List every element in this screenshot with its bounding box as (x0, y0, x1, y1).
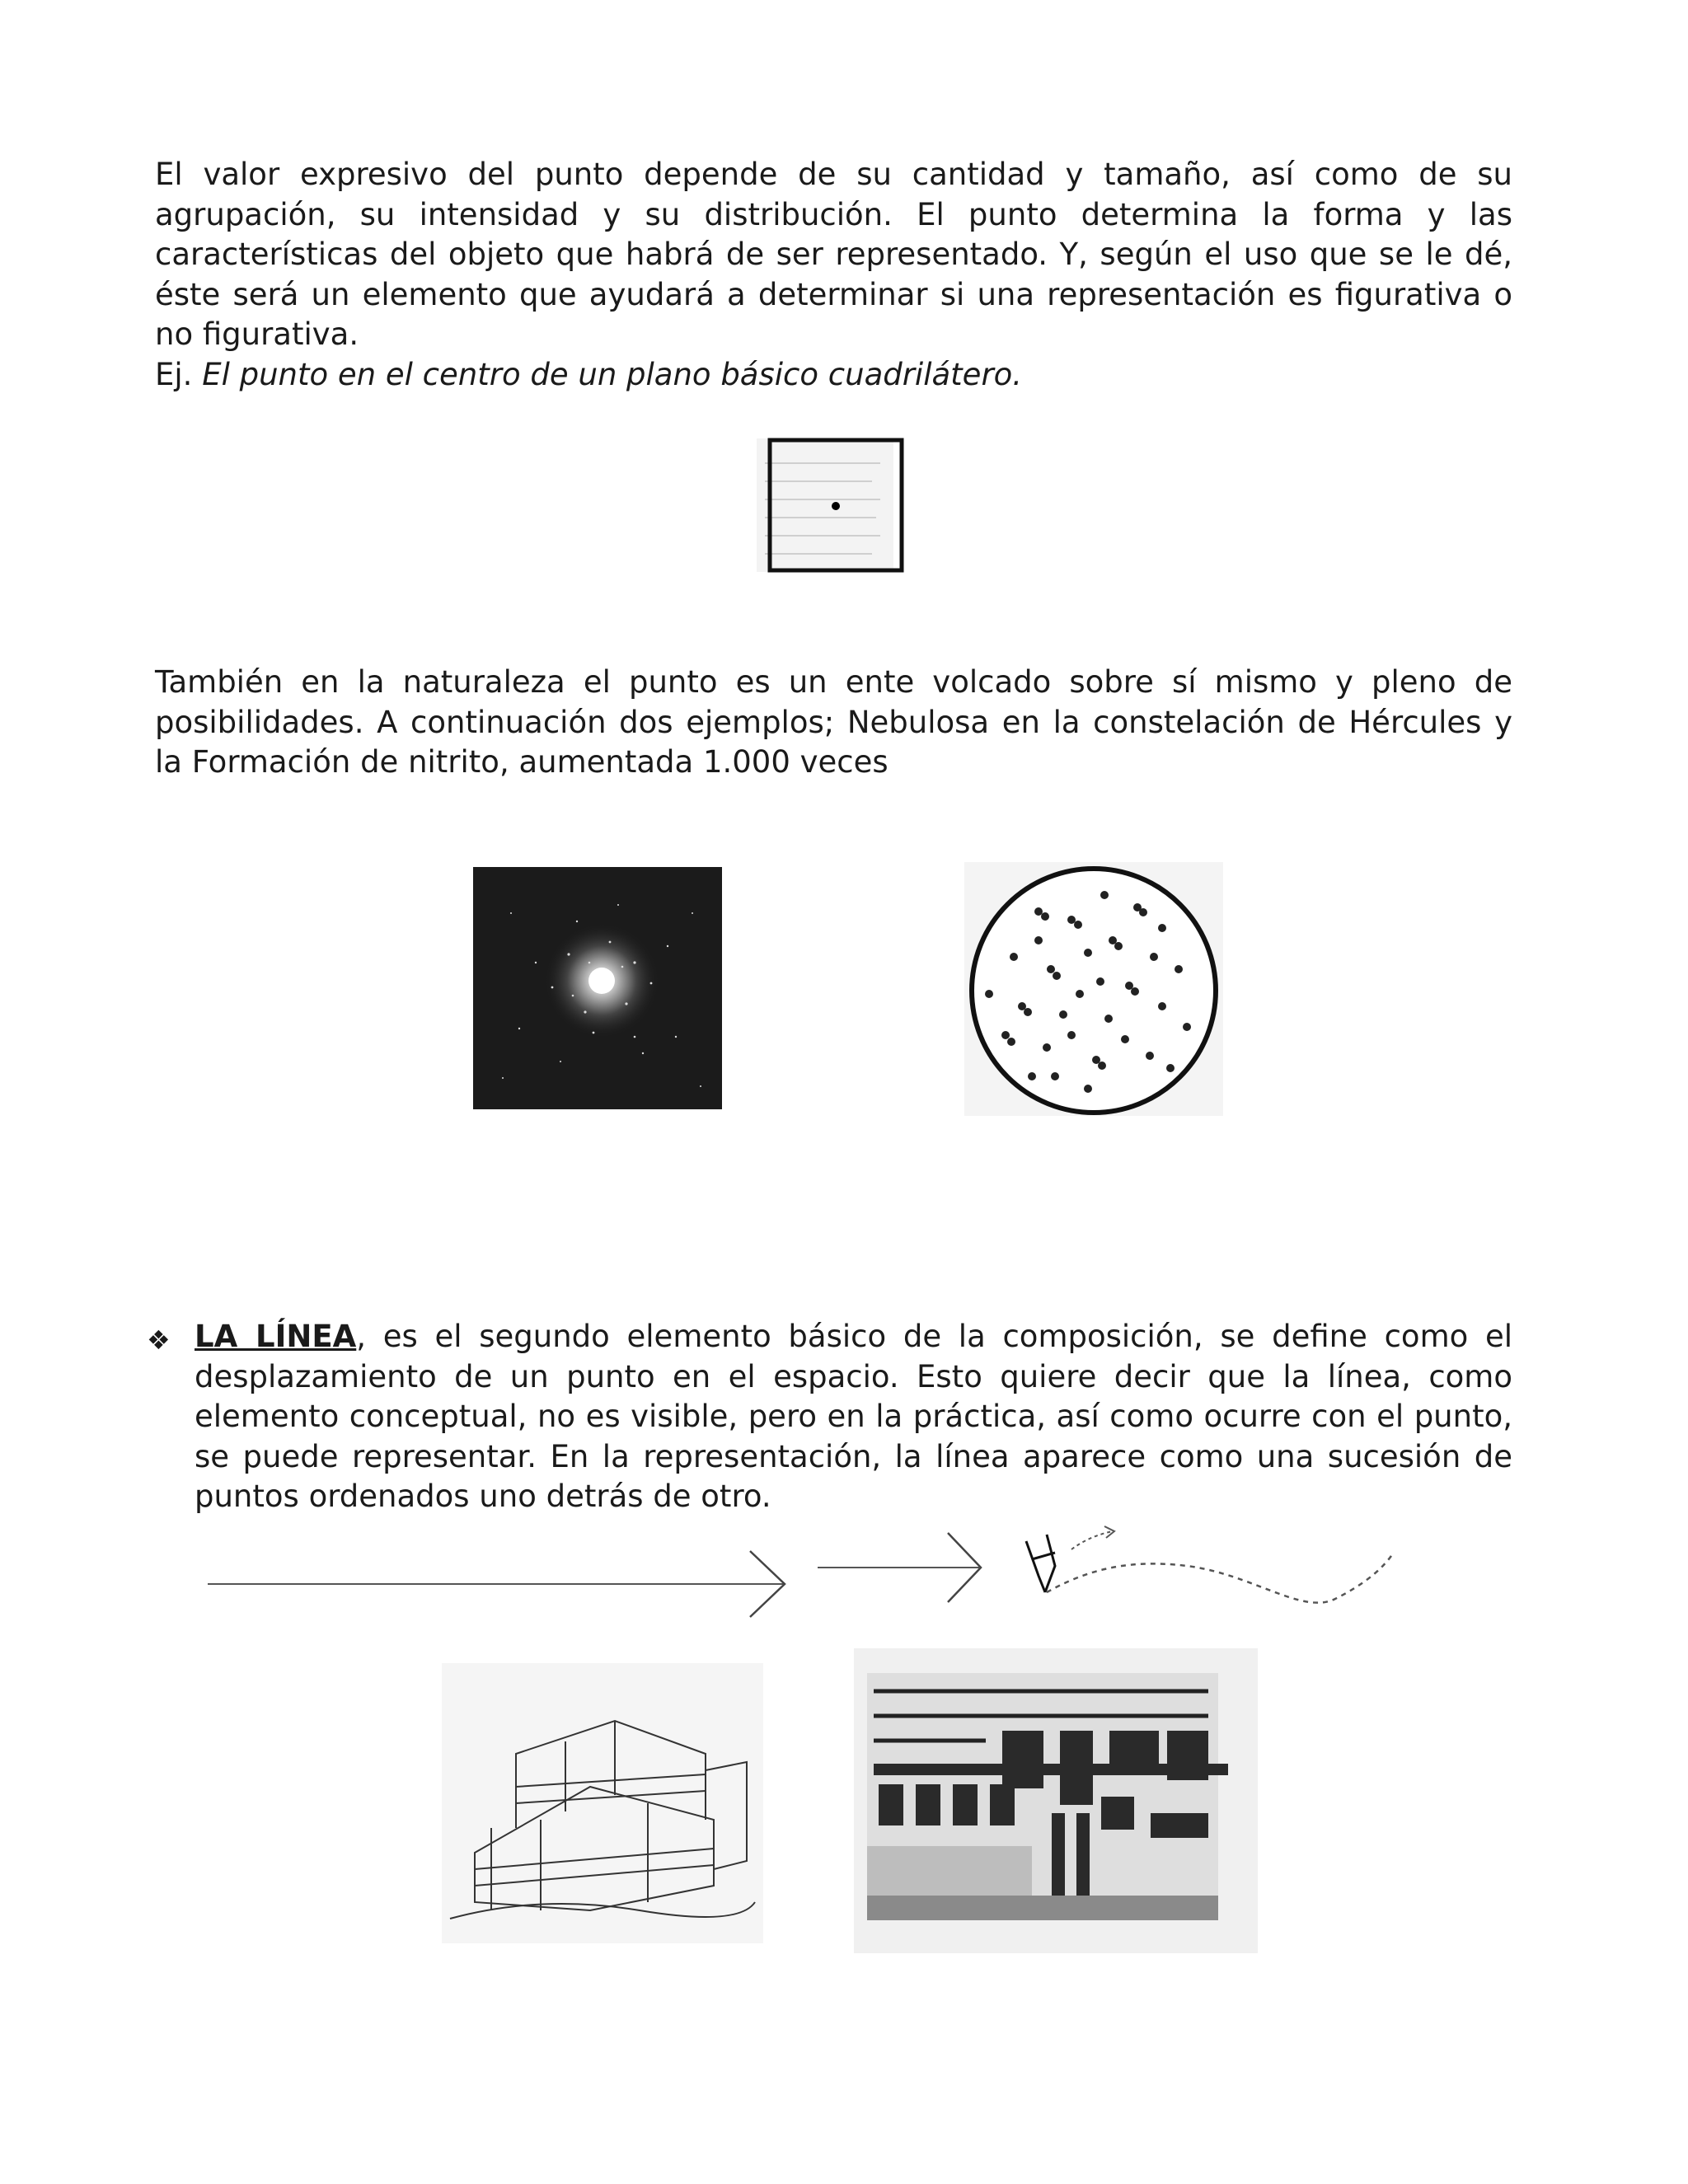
paragraph1-text: El valor expresivo del punto depende de su cantidad y tamaño, así como de su agrupación, su intensidad y su distribución. El punto determina la forma y las características del objeto que habrá de ser representado. Y, según el uso que se le dé, éste será un elemento que ayudará a determinar si una representación es figurativa o no figurativa. (155, 157, 1512, 352)
nitrite-image (964, 862, 1223, 1116)
linea-text: , es el segundo elemento básico de la composición, se define como el desplazamiento de un punto en el espacio. Esto quiere decir que la línea, como elemento conceptual, no es visible, pero en la práctica, así como ocurre con el punto, se puede representar. En la representación, la línea aparece como una sucesión de puntos ordenados uno detrás de otro. (195, 1319, 1512, 1514)
nebula-image (470, 864, 725, 1113)
diamond-bullet-icon: ❖ (147, 1324, 171, 1356)
building-facade-image (854, 1648, 1258, 1953)
linea-title: LA LÍNEA (195, 1319, 357, 1354)
square-dot-figure (748, 430, 913, 583)
paragraph-linea (195, 1317, 1512, 1517)
paragraph-naturaleza (155, 663, 1512, 783)
line-arrows-figure (198, 1516, 1418, 1640)
example-prefix: Ej. (155, 356, 193, 392)
paragraph2-text: También en la naturaleza el punto es un ente volcado sobre sí mismo y pleno de posibilidades. A continuación dos ejemplos; Nebulosa en la constelación de Hércules y la Formación de nitrito, aumentada 1.000 veces (155, 664, 1512, 780)
paragraph-punto-valor (155, 155, 1512, 395)
example-text: El punto en el centro de un plano básico cuadrilátero. (202, 356, 1023, 392)
building-sketch-image (442, 1663, 763, 1943)
